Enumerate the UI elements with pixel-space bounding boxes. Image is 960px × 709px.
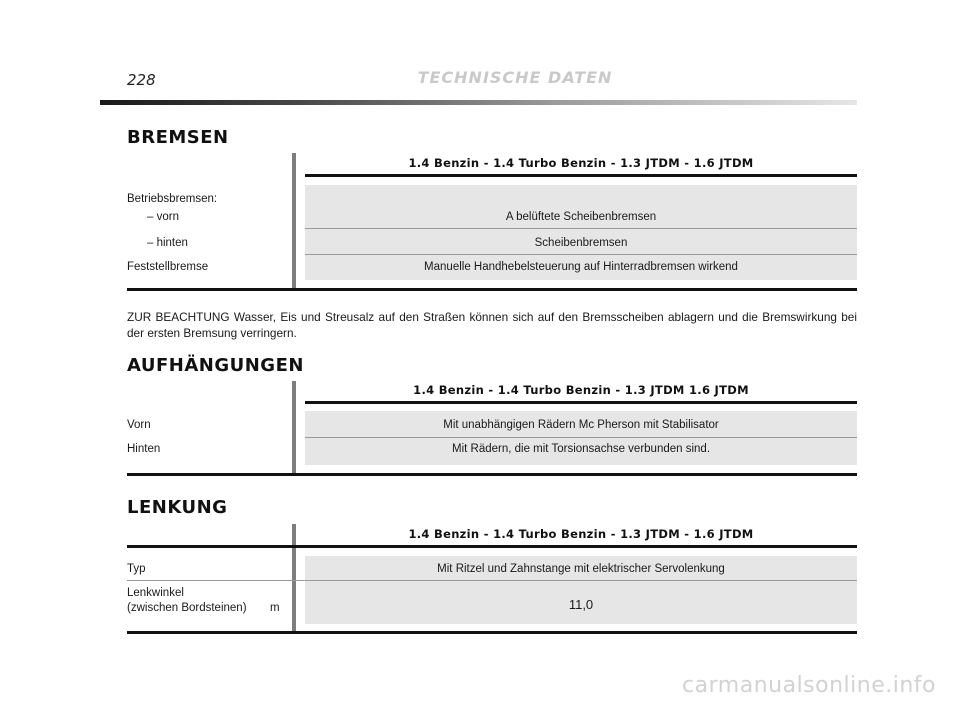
value-turning-circle: 11,0	[568, 597, 594, 612]
label-turning-circle: Lenkwinkel	[127, 587, 184, 599]
label-steering-type: Typ	[127, 563, 146, 575]
label-suspension-rear: Hinten	[127, 443, 161, 455]
row-separator	[305, 254, 857, 255]
column-divider-suspension	[292, 381, 296, 475]
column-header-brakes: 1.4 Benzin - 1.4 Turbo Benzin - 1.3 JTDM - 1.6 JTDM	[408, 156, 754, 170]
header-rule-steering	[127, 545, 857, 548]
label-parking-brake: Feststellbremse	[127, 261, 209, 273]
value-brakes-rear: Scheibenbremsen	[534, 237, 628, 249]
section-title-brakes: BREMSEN	[127, 127, 229, 148]
page-number: 228	[127, 71, 156, 89]
section-title-steering: LENKUNG	[127, 497, 228, 518]
value-steering-type: Mit Ritzel und Zahnstange mit elektrischer Servolenkung	[437, 563, 725, 575]
value-suspension-front: Mit unabhängigen Rädern Mc Pherson mit Stabilisator	[443, 419, 719, 431]
value-suspension-rear: Mit Rädern, die mit Torsionsachse verbunden sind.	[451, 443, 711, 455]
row-separator	[127, 580, 857, 581]
label-turning-circle-sub: (zwischen Bordsteinen)	[127, 602, 247, 614]
column-header-steering: 1.4 Benzin - 1.4 Turbo Benzin - 1.3 JTDM - 1.6 JTDM	[408, 527, 754, 541]
column-header-suspension: 1.4 Benzin - 1.4 Turbo Benzin - 1.3 JTDM 1.6 JTDM	[413, 383, 749, 397]
header-rule-suspension	[305, 401, 857, 404]
bottom-rule-steering	[127, 631, 857, 634]
unit-turning-circle: m	[270, 602, 280, 614]
bottom-rule-suspension	[127, 473, 857, 476]
label-service-brakes: Betriebsbremsen:	[127, 193, 218, 205]
value-brakes-front: A belüftete Scheibenbremsen	[505, 211, 657, 223]
column-divider-brakes	[292, 153, 296, 289]
note-brakes: ZUR BEACHTUNG Wasser, Eis und Streusalz auf den Straßen können sich auf den Bremsscheiben ablagern und die Bremswirkung bei der ersten Bremsung verringern.	[127, 310, 857, 340]
label-brakes-rear: – hinten	[147, 237, 188, 249]
row-separator	[305, 228, 857, 229]
header-rule-brakes	[305, 174, 857, 177]
row-separator	[305, 437, 857, 438]
bottom-rule-brakes	[127, 288, 857, 291]
value-parking-brake: Manuelle Handhebelsteuerung auf Hinterradbremsen wirkend	[424, 261, 738, 273]
watermark: carmanualsonline.info	[682, 673, 936, 698]
label-brakes-front: – vorn	[147, 211, 179, 223]
page-header: TECHNISCHE DATEN	[417, 68, 613, 87]
header-bar	[100, 100, 857, 105]
section-title-suspension: AUFHÄNGUNGEN	[127, 355, 304, 376]
label-suspension-front: Vorn	[127, 419, 151, 431]
column-divider-steering	[292, 524, 296, 634]
